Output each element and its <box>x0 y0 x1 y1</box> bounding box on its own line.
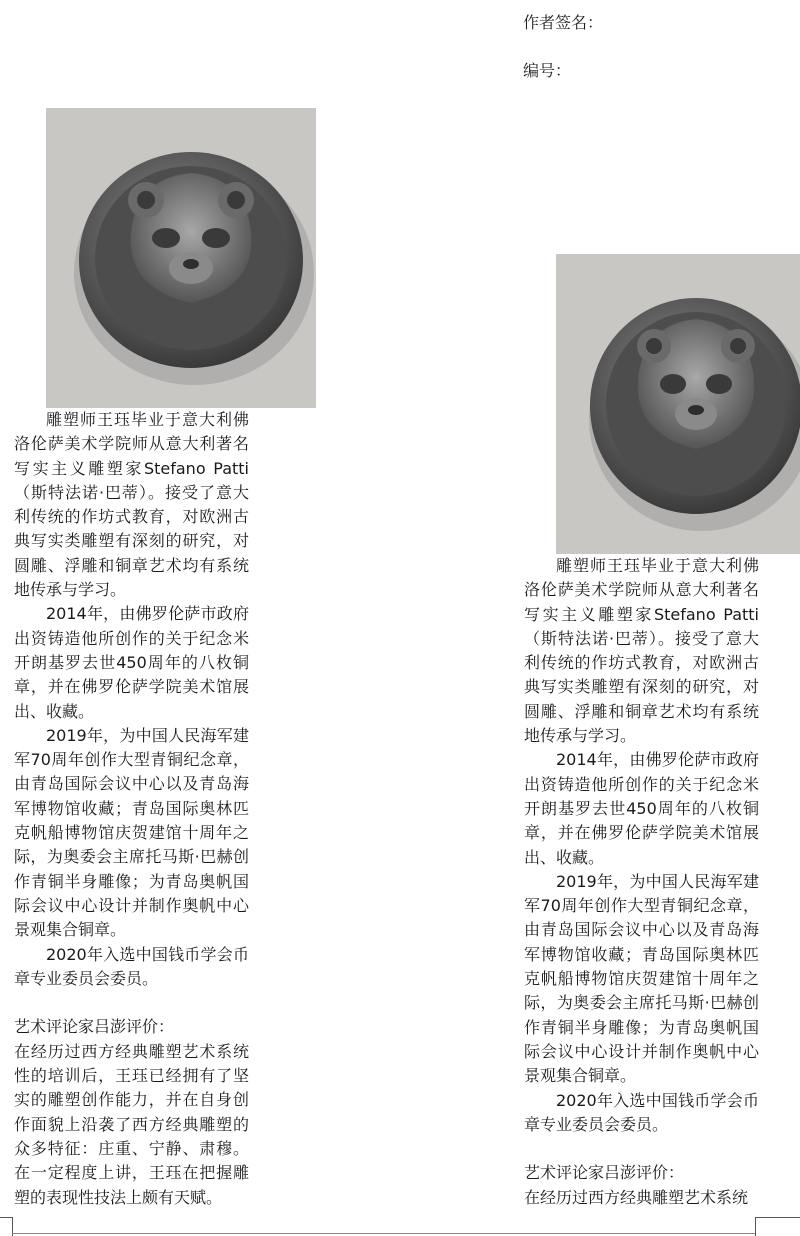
medal-photo <box>46 108 316 408</box>
critic-paragraph: 在经历过西方经典雕塑艺术系统 <box>524 1187 749 1207</box>
critic-heading: 艺术评论家吕澎评价： <box>524 1163 685 1183</box>
bio-paragraph: 雕塑师王珏毕业于意大利佛洛伦萨美术学院师从意大利著名写实主义雕塑家Stefano Patti（斯特法诺·巴蒂）。接受了意大利传统的作坊式教育，对欧洲古典写实类雕塑有深刻的研究，对圆雕、浮雕和铜章艺术均有系统地传承与学习。 <box>524 556 759 746</box>
signature-label: 作者签名： <box>523 13 604 32</box>
medal-photo-duplicate <box>556 254 800 554</box>
bio-paragraph: 2020年入选中国钱币学会币章专业委员会委员。 <box>14 944 249 988</box>
critic-paragraph: 在经历过西方经典雕塑艺术系统性的培训后，王珏已经拥有了坚实的雕塑创作能力，并在自身创作面貌上沿袭了西方经典雕塑的众多特征：庄重、宁静、肃穆。在一定程度上讲，王珏在把握雕塑的表现性技法上颇有天赋。 <box>14 1041 249 1207</box>
bio-paragraph: 2019年，为中国人民海军建军70周年创作大型青铜纪念章，由青岛国际会议中心以及青岛海军博物馆收藏；青岛国际奥林匹克帆船博物馆庆贺建馆十周年之际，为奥委会主席托马斯·巴赫创作青铜半身雕像；为青岛奥帆国际会议中心设计并制作奥帆中心景观集合铜章。 <box>14 725 249 940</box>
bio-paragraph: 2014年，由佛罗伦萨市政府出资铸造他所创作的关于纪念米开朗基罗去世450周年的八枚铜章，并在佛罗伦萨学院美术馆展出、收藏。 <box>524 750 759 867</box>
bio-paragraph: 2014年，由佛罗伦萨市政府出资铸造他所创作的关于纪念米开朗基罗去世450周年的八枚铜章，并在佛罗伦萨学院美术馆展出、收藏。 <box>14 604 249 721</box>
page-corner-mark <box>755 1217 800 1236</box>
bio-paragraph: 2019年，为中国人民海军建军70周年创作大型青铜纪念章，由青岛国际会议中心以及青岛海军博物馆收藏；青岛国际奥林匹克帆船博物馆庆贺建馆十周年之际，为奥委会主席托马斯·巴赫创作青铜半身雕像；为青岛奥帆国际会议中心设计并制作奥帆中心景观集合铜章。 <box>524 871 759 1086</box>
page-bottom-rule <box>12 1233 755 1234</box>
paragraph-spacer <box>524 1137 759 1161</box>
panda-medal-image <box>556 254 800 554</box>
panda-medal-image <box>46 108 316 408</box>
number-label: 编号： <box>523 61 572 80</box>
bio-paragraph: 雕塑师王珏毕业于意大利佛洛伦萨美术学院师从意大利著名写实主义雕塑家Stefano Patti（斯特法诺·巴蒂）。接受了意大利传统的作坊式教育，对欧洲古典写实类雕塑有深刻的研究，对圆雕、浮雕和铜章艺术均有系统地传承与学习。 <box>14 410 249 600</box>
article-column <box>14 408 249 1210</box>
paragraph-spacer <box>14 991 249 1015</box>
bio-paragraph: 2020年入选中国钱币学会币章专业委员会委员。 <box>524 1090 759 1134</box>
article-column-duplicate <box>524 554 759 1210</box>
critic-heading: 艺术评论家吕澎评价： <box>14 1017 175 1037</box>
